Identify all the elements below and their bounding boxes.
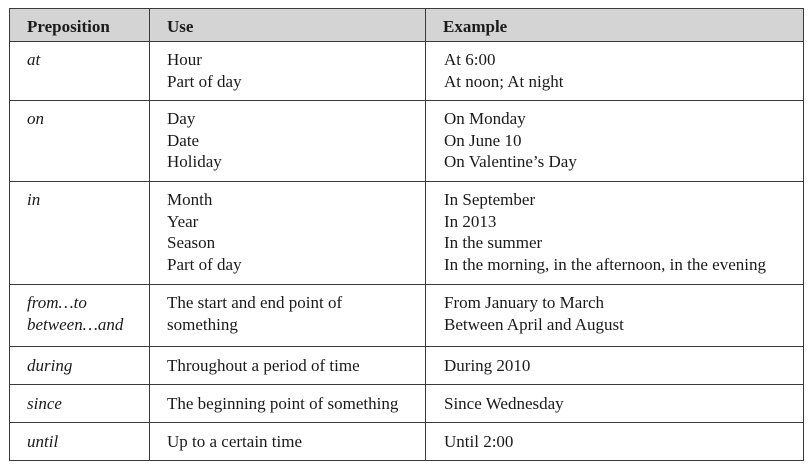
example-text: In 2013 — [444, 211, 497, 231]
preposition-text: at — [27, 50, 41, 69]
preposition-text: during — [27, 356, 73, 375]
table-row — [10, 423, 804, 461]
preposition-cell — [10, 347, 150, 385]
use-cell — [150, 42, 426, 101]
preposition-cell — [10, 182, 150, 285]
use-cell — [150, 385, 426, 423]
use-text: Part of day — [167, 254, 242, 274]
use-text: something — [167, 314, 238, 334]
use-text: Season — [167, 233, 216, 252]
example-cell — [426, 423, 804, 461]
preposition-cell — [10, 385, 150, 423]
use-text: Part of day — [167, 71, 242, 91]
table-row — [10, 385, 804, 423]
example-cell — [426, 347, 804, 385]
preposition-cell — [10, 423, 150, 461]
table-body — [10, 42, 804, 461]
table-row — [10, 101, 804, 182]
table-row — [10, 182, 804, 285]
example-cell — [426, 385, 804, 423]
use-text: Month — [167, 190, 213, 209]
use-text: Year — [167, 211, 199, 231]
use-text: The beginning point of something — [167, 394, 399, 413]
example-text: At noon; At night — [444, 71, 564, 91]
example-text: Until 2:00 — [444, 432, 514, 451]
preposition-text: since — [27, 394, 62, 413]
use-cell — [150, 101, 426, 182]
preposition-cell — [10, 42, 150, 101]
preposition-text: on — [27, 109, 44, 128]
example-text: At 6:00 — [444, 50, 496, 69]
preposition-text: until — [27, 432, 59, 451]
example-text: During 2010 — [444, 356, 531, 375]
preposition-cell — [10, 101, 150, 182]
preposition-text: in — [27, 190, 41, 209]
header-preposition: Preposition — [10, 9, 150, 42]
preposition-table — [9, 8, 804, 461]
use-cell — [150, 423, 426, 461]
example-text: Since Wednesday — [444, 394, 564, 413]
use-cell — [150, 347, 426, 385]
use-text: Up to a certain time — [167, 432, 303, 451]
header-example: Example — [426, 9, 804, 42]
table-row — [10, 42, 804, 101]
preposition-text: from…to — [27, 293, 87, 312]
example-cell — [426, 285, 804, 347]
preposition-cell — [10, 285, 150, 347]
use-text: The start and end point of — [167, 293, 343, 312]
use-cell — [150, 182, 426, 285]
use-cell — [150, 285, 426, 347]
example-text: On Valentine’s Day — [444, 152, 577, 171]
example-text: On June 10 — [444, 130, 522, 150]
header-row — [10, 9, 804, 42]
example-cell — [426, 182, 804, 285]
example-text: Between April and August — [444, 314, 624, 334]
header-use: Use — [150, 9, 426, 42]
example-cell — [426, 42, 804, 101]
table-row — [10, 347, 804, 385]
example-text: In the morning, in the afternoon, in the evening — [444, 254, 766, 274]
use-text: Day — [167, 109, 196, 128]
use-text: Date — [167, 130, 200, 150]
example-text: On Monday — [444, 109, 526, 128]
use-text: Throughout a period of time — [167, 356, 360, 375]
table-header — [10, 9, 804, 42]
preposition-text: between…and — [27, 314, 124, 334]
example-text: In the summer — [444, 233, 543, 252]
use-text: Holiday — [167, 152, 222, 171]
example-text: From January to March — [444, 293, 605, 312]
table-row — [10, 285, 804, 347]
use-text: Hour — [167, 50, 202, 69]
example-cell — [426, 101, 804, 182]
example-text: In September — [444, 190, 536, 209]
